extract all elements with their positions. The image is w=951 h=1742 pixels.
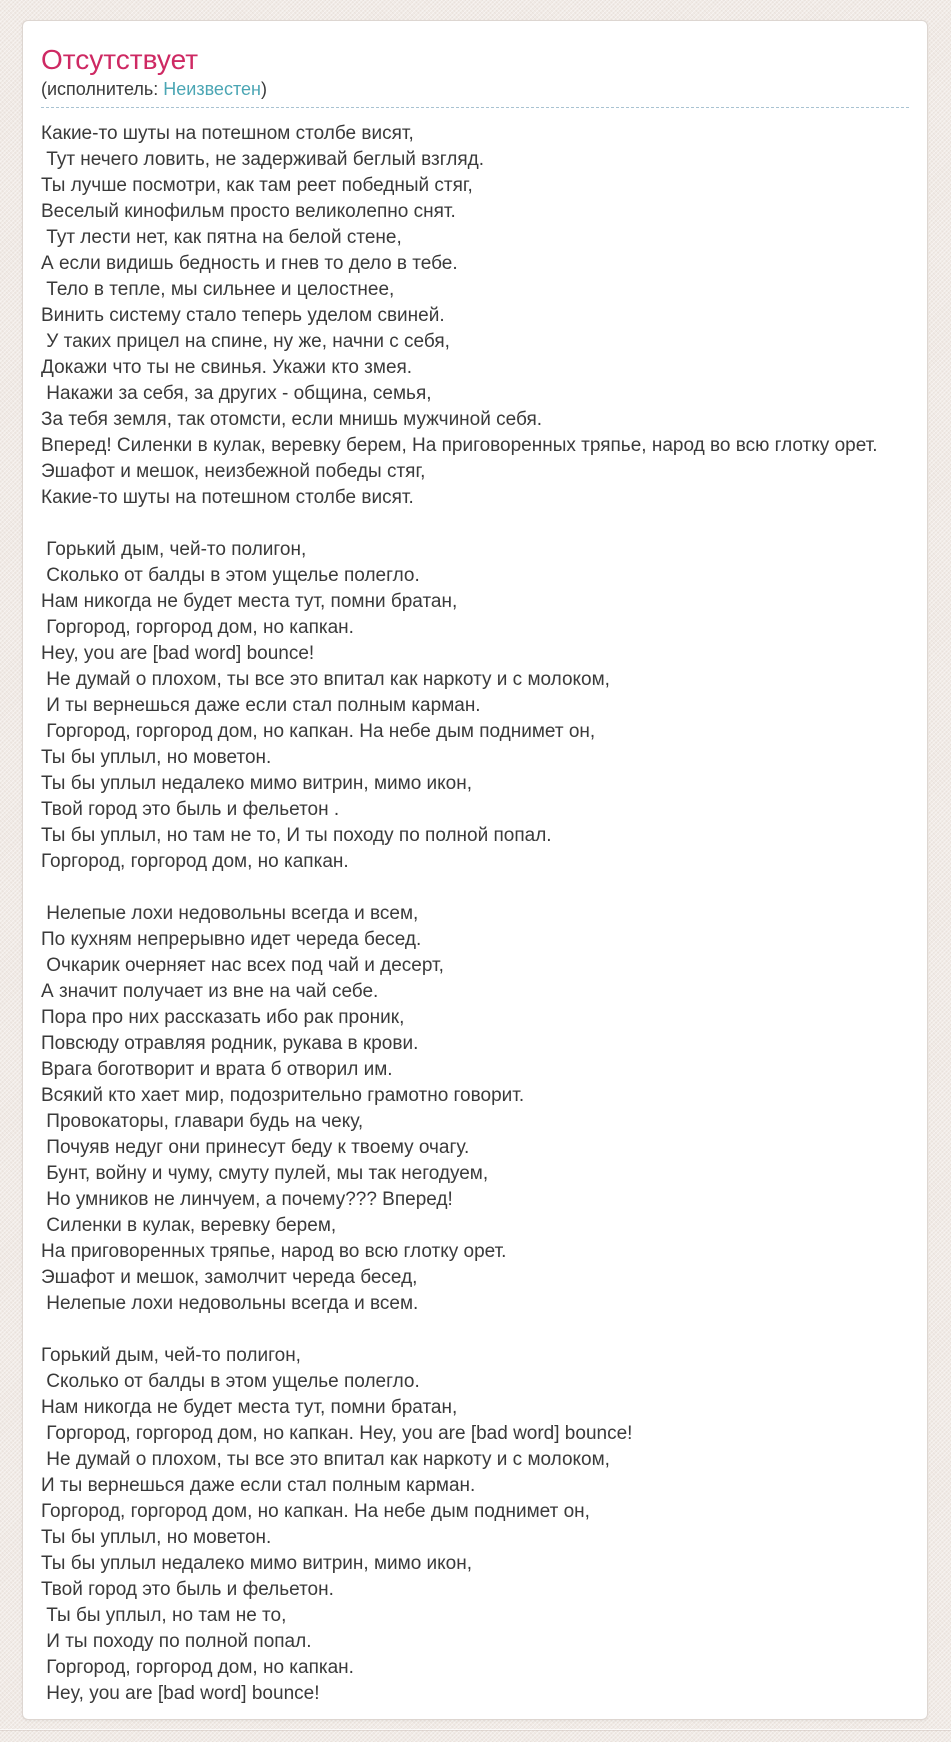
background-seam bbox=[0, 1729, 951, 1730]
lyric-line: Горгород, горгород дом, но капкан. bbox=[41, 1657, 354, 1678]
lyric-line: Бунт, войну и чуму, смуту пулей, мы так негодуем, bbox=[41, 1163, 489, 1184]
lyric-line: Ты бы уплыл, но там не то, И ты походу по полной попал. bbox=[41, 825, 552, 846]
lyric-line: Hey, you are [bad word] bounce! bbox=[41, 643, 315, 664]
page-title: Отсутствует bbox=[41, 44, 199, 75]
dotted-divider bbox=[41, 107, 909, 108]
artist-line bbox=[41, 79, 909, 100]
lyric-line: Не думай о плохом, ты все это впитал как наркоту и с молоком, bbox=[41, 1449, 610, 1470]
lyric-line: Но умников не линчуем, а почему??? Вперед! bbox=[41, 1189, 453, 1210]
lyric-line: Какие-то шуты на потешном столбе висят, bbox=[41, 123, 414, 144]
lyric-line: Тут нечего ловить, не задерживай беглый взгляд. bbox=[41, 149, 485, 170]
lyric-line: Ты бы уплыл недалеко мимо витрин, мимо икон, bbox=[41, 773, 473, 794]
lyric-line: Эшафот и мешок, неизбежной победы стяг, bbox=[41, 461, 426, 482]
lyrics-text bbox=[41, 121, 909, 1707]
lyric-line: Накажи за себя, за других - община, семья, bbox=[41, 383, 432, 404]
lyric-line: Горгород, горгород дом, но капкан. bbox=[41, 617, 354, 638]
lyric-line: Винить систему стало теперь уделом свиней. bbox=[41, 305, 445, 326]
lyric-line: Тут лести нет, как пятна на белой стене, bbox=[41, 227, 402, 248]
lyric-line: Веселый кинофильм просто великолепно снят. bbox=[41, 201, 456, 222]
artist-label-suffix: ) bbox=[260, 79, 267, 99]
stanza bbox=[41, 537, 909, 875]
artist-link[interactable]: Неизвестен bbox=[163, 79, 261, 99]
lyric-line: Нам никогда не будет места тут, помни братан, bbox=[41, 591, 458, 612]
lyric-line: У таких прицел на спине, ну же, начни с себя, bbox=[41, 331, 450, 352]
stanza bbox=[41, 901, 909, 1317]
lyric-line: Вперед! Силенки в кулак, веревку берем, На приговоренных тряпье, народ во всю глотку орет. bbox=[41, 435, 878, 456]
lyric-line: Твой город это быль и фельетон. bbox=[41, 1579, 334, 1600]
lyric-line: Пора про них рассказать ибо рак проник, bbox=[41, 1007, 405, 1028]
lyric-line: Нам никогда не будет места тут, помни братан, bbox=[41, 1397, 458, 1418]
lyric-line: И ты походу по полной попал. bbox=[41, 1631, 312, 1652]
lyric-line: Эшафот и мешок, замолчит череда бесед, bbox=[41, 1267, 418, 1288]
stanza bbox=[41, 1343, 909, 1707]
lyric-line: Всякий кто хает мир, подозрительно грамотно говорит. bbox=[41, 1085, 525, 1106]
lyric-line: Почуяв недуг они принесут беду к твоему очагу. bbox=[41, 1137, 470, 1158]
lyric-line: Твой город это быль и фельетон . bbox=[41, 799, 340, 820]
lyric-line: Ты лучше посмотри, как там реет победный стяг, bbox=[41, 175, 473, 196]
lyric-line: Горгород, горгород дом, но капкан. Hey, you are [bad word] bounce! bbox=[41, 1423, 633, 1444]
lyric-line: Тело в тепле, мы сильнее и целостнее, bbox=[41, 279, 395, 300]
lyric-line: Горгород, горгород дом, но капкан. bbox=[41, 851, 349, 872]
lyric-line: Сколько от балды в этом ущелье полегло. bbox=[41, 565, 420, 586]
lyric-line: Горький дым, чей-то полигон, bbox=[41, 539, 307, 560]
lyric-line: Какие-то шуты на потешном столбе висят. bbox=[41, 487, 414, 508]
lyric-line: Очкарик очерняет нас всех под чай и десерт, bbox=[41, 955, 444, 976]
lyric-line: Горгород, горгород дом, но капкан. На небе дым поднимет он, bbox=[41, 721, 596, 742]
lyric-line: Ты бы уплыл недалеко мимо витрин, мимо икон, bbox=[41, 1553, 473, 1574]
lyric-line: Нелепые лохи недовольны всегда и всем, bbox=[41, 903, 419, 924]
lyric-line: Сколько от балды в этом ущелье полегло. bbox=[41, 1371, 420, 1392]
lyric-line: Ты бы уплыл, но моветон. bbox=[41, 1527, 272, 1548]
lyric-line: А значит получает из вне на чай себе. bbox=[41, 981, 379, 1002]
lyric-line: Провокаторы, главари будь на чеку, bbox=[41, 1111, 364, 1132]
lyric-line: И ты вернешься даже если стал полным карман. bbox=[41, 695, 481, 716]
lyric-line: А если видишь бедность и гнев то дело в тебе. bbox=[41, 253, 458, 274]
lyric-line: И ты вернешься даже если стал полным карман. bbox=[41, 1475, 476, 1496]
lyric-line: Горький дым, чей-то полигон, bbox=[41, 1345, 301, 1366]
lyric-line: На приговоренных тряпье, народ во всю глотку орет. bbox=[41, 1241, 507, 1262]
artist-label: (исполнитель: bbox=[41, 79, 164, 99]
stanza bbox=[41, 121, 909, 511]
lyric-line: Врага боготворит и врата б отворил им. bbox=[41, 1059, 393, 1080]
lyric-line: Силенки в кулак, веревку берем, bbox=[41, 1215, 337, 1236]
lyric-line: Ты бы уплыл, но моветон. bbox=[41, 747, 272, 768]
lyrics-card bbox=[22, 20, 928, 1720]
lyric-line: По кухням непрерывно идет череда бесед. bbox=[41, 929, 422, 950]
lyric-line: Не думай о плохом, ты все это впитал как наркоту и с молоком, bbox=[41, 669, 610, 690]
lyric-line: Нелепые лохи недовольны всегда и всем. bbox=[41, 1293, 419, 1314]
lyric-line: Докажи что ты не свинья. Укажи кто змея. bbox=[41, 357, 413, 378]
lyric-line: Ты бы уплыл, но там не то, bbox=[41, 1605, 287, 1626]
lyric-line: За тебя земля, так отомсти, если мнишь мужчиной себя. bbox=[41, 409, 543, 430]
lyric-line: Горгород, горгород дом, но капкан. На небе дым поднимет он, bbox=[41, 1501, 590, 1522]
lyric-line: Повсюду отравляя родник, рукава в крови. bbox=[41, 1033, 419, 1054]
lyric-line: Hey, you are [bad word] bounce! bbox=[41, 1683, 320, 1704]
